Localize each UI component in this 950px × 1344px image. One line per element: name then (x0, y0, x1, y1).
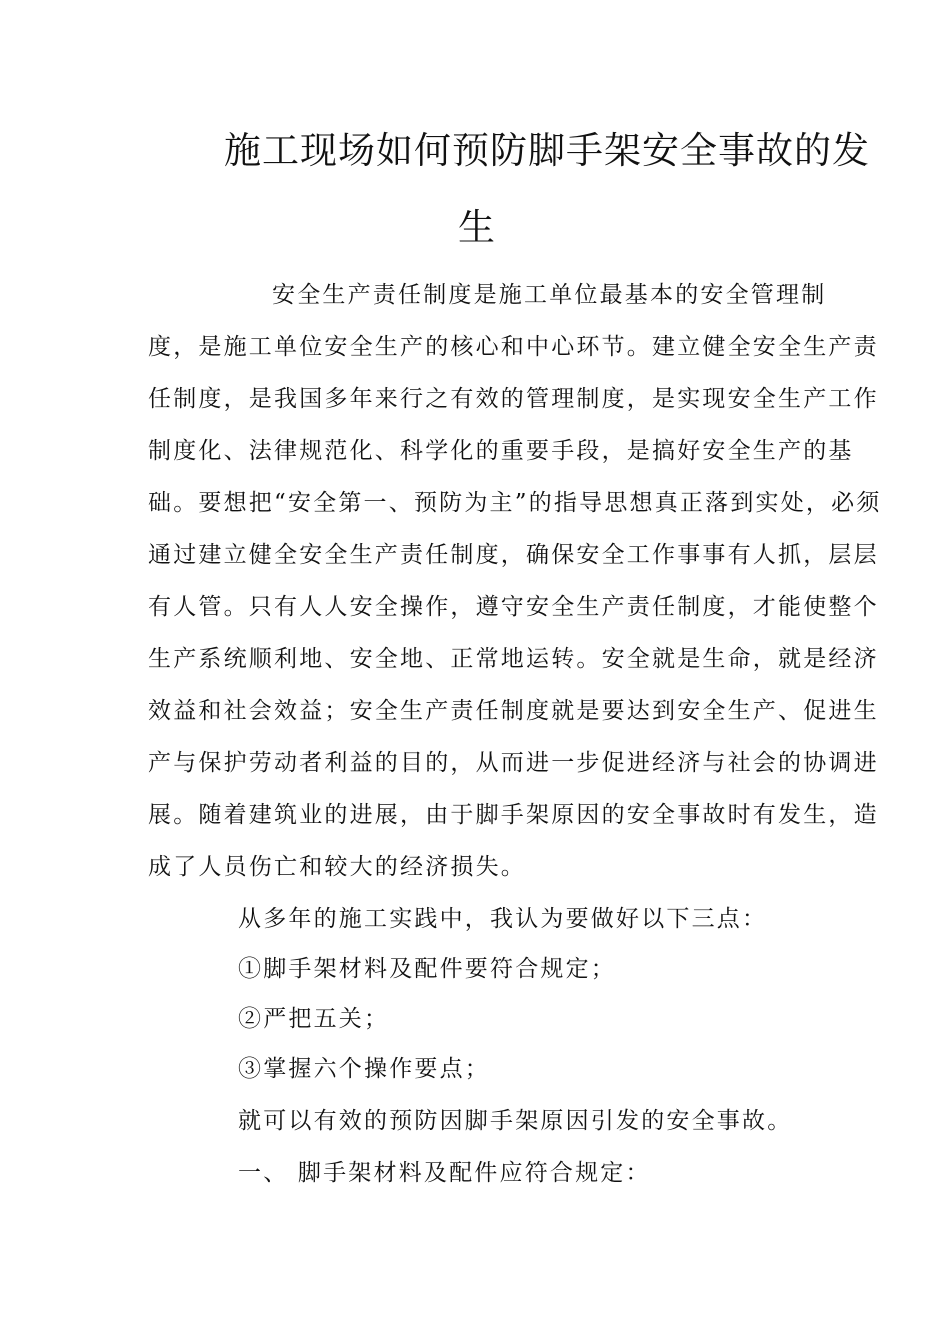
point-item: ③掌握六个操作要点； (238, 1056, 490, 1082)
section-heading: 一、 脚手架材料及配件应符合规定： (238, 1160, 651, 1186)
paragraph-line: 通过建立健全安全生产责任制度，确保安全工作事事有人抓，层层 (148, 542, 879, 568)
paragraph-line: 成了人员伤亡和较大的经济损失。 (148, 854, 526, 880)
point-item: ②严把五关； (238, 1006, 390, 1032)
paragraph-line: 任制度，是我国多年来行之有效的管理制度，是实现安全生产工作 (148, 386, 879, 412)
paragraph-line: 展。随着建筑业的进展，由于脚手架原因的安全事故时有发生，造 (148, 802, 879, 828)
paragraph-line: 安全生产责任制度是施工单位最基本的安全管理制 (272, 282, 827, 308)
paragraph-line: 产与保护劳动者利益的目的，从而进一步促进经济与社会的协调进 (148, 750, 879, 776)
document-title-line-1: 施工现场如何预防脚手架安全事故的发 (224, 129, 870, 172)
point-item: ①脚手架材料及配件要符合规定； (238, 956, 616, 982)
intro-line: 从多年的施工实践中，我认为要做好以下三点： (238, 906, 768, 932)
paragraph-line: 础。要想把“安全第一、预防为主”的指导思想真正落到实处，必须 (148, 490, 882, 516)
paragraph-line: 生产系统顺利地、安全地、正常地运转。安全就是生命，就是经济 (148, 646, 879, 672)
paragraph-line: 制度化、法律规范化、科学化的重要手段，是搞好安全生产的基 (148, 438, 854, 464)
conclusion-line: 就可以有效的预防因脚手架原因引发的安全事故。 (238, 1108, 793, 1134)
paragraph-line: 有人管。只有人人安全操作，遵守安全生产责任制度，才能使整个 (148, 594, 879, 620)
paragraph-line: 度，是施工单位安全生产的核心和中心环节。建立健全安全生产责 (148, 334, 879, 360)
document-title-line-2: 生 (458, 206, 496, 249)
paragraph-line: 效益和社会效益；安全生产责任制度就是要达到安全生产、促进生 (148, 698, 879, 724)
